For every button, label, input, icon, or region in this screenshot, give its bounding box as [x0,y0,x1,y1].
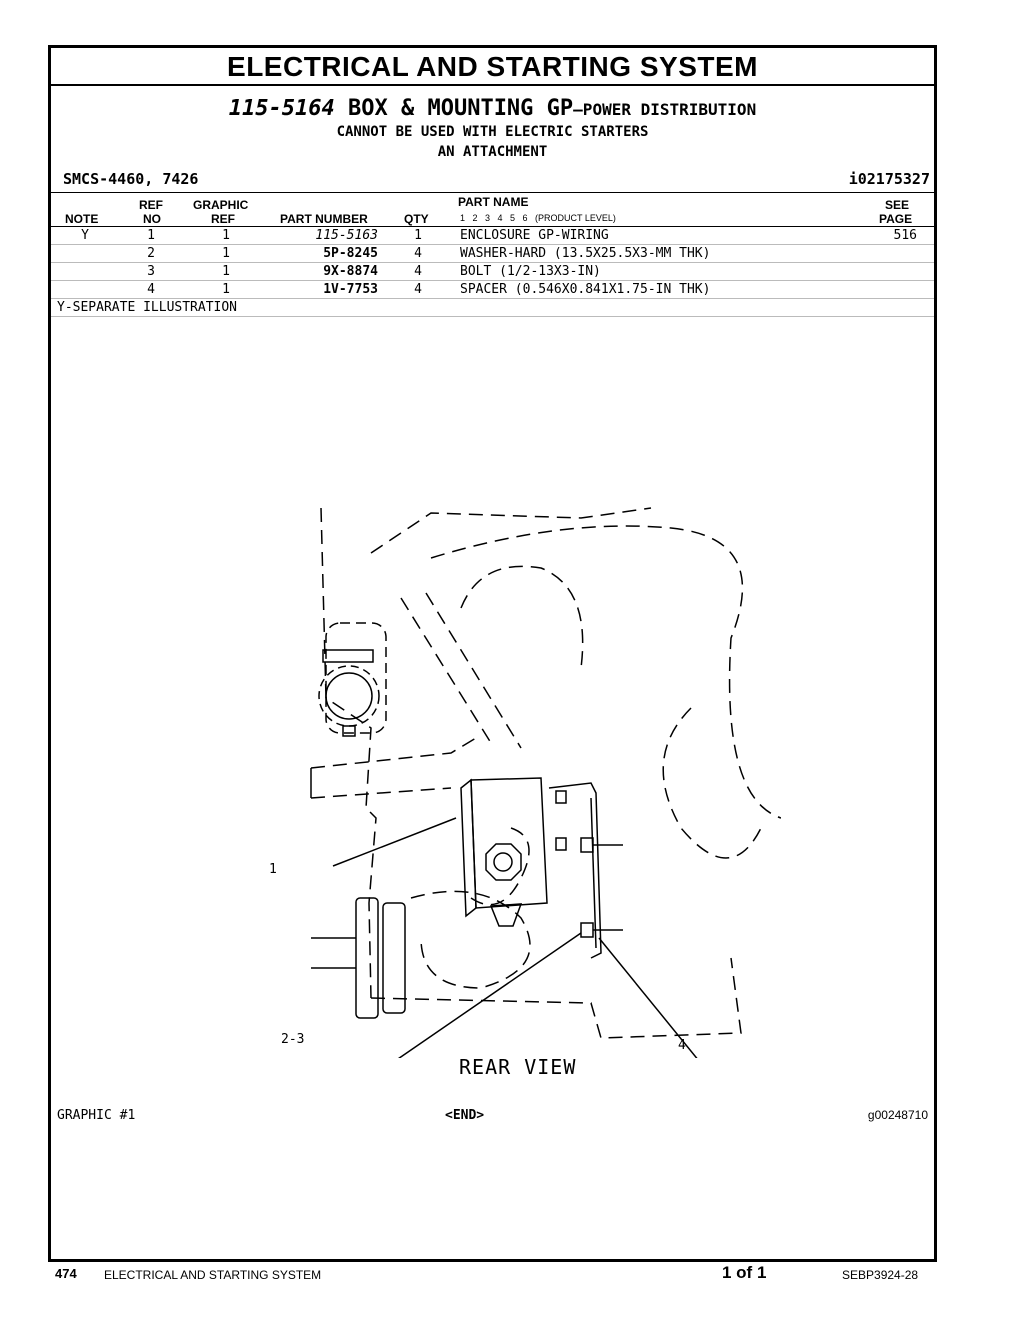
header-top-rule [51,192,934,193]
row-graphic-ref: 1 [222,246,230,261]
col-qty: QTY [404,212,429,226]
row-ref: 1 [147,228,155,243]
row-qty: 4 [414,282,422,297]
row-ref: 4 [147,282,155,297]
section-title: ELECTRICAL AND STARTING SYSTEM [51,48,934,86]
row-divider [51,262,934,263]
pulley [311,898,405,1018]
col-graphic-top: GRAPHIC [193,198,249,212]
row-graphic-ref: 1 [222,282,230,297]
col-see-top: SEE [885,198,910,212]
row-part-name: WASHER-HARD (13.5X25.5X3-MM THK) [460,246,711,261]
row-ref: 3 [147,264,155,279]
group-heading [51,96,934,121]
row-part-number[interactable]: 5P-8245 [323,246,378,261]
row-divider [51,280,934,281]
page-of: 1 of 1 [722,1263,767,1282]
row-part-name: SPACER (0.546X0.841X1.75-IN THK) [460,282,711,297]
col-part-number: PART NUMBER [280,212,368,226]
view-label: REAR VIEW [459,1055,577,1079]
legend-note: Y-SEPARATE ILLUSTRATION [57,300,238,315]
book-id: SEBP3924-28 [842,1268,919,1282]
row-qty: 4 [414,264,422,279]
callout-1: 1 [269,862,277,877]
row-divider [51,298,934,299]
col-graphic-bottom: REF [211,212,235,226]
row-part-number[interactable]: 1V-7753 [323,282,378,297]
parts-illustration [251,498,781,1058]
callout-2-3: 2-3 [281,1032,305,1047]
engine-outline [311,508,781,1038]
row-see-page[interactable]: 516 [893,228,917,243]
page-frame [48,45,937,1262]
row-graphic-ref: 1 [222,228,230,243]
callout-4: 4 [678,1038,686,1053]
row-ref: 2 [147,246,155,261]
mounting-bracket [549,783,623,958]
group-name: BOX & MOUNTING GP [334,96,574,121]
row-note: Y [81,228,89,243]
smcs-code: SMCS-4460, 7426 [63,170,199,188]
group-subtitle: —POWER DISTRIBUTION [573,100,757,119]
document-id: i02175327 [848,170,930,188]
row-graphic-ref: 1 [222,264,230,279]
heading-note-1: CANNOT BE USED WITH ELECTRIC STARTERS [336,124,649,140]
row-part-name: ENCLOSURE GP-WIRING [460,228,609,243]
graphic-id: g00248710 [867,1108,928,1122]
footer-section: ELECTRICAL AND STARTING SYSTEM [104,1268,322,1282]
col-see-bottom: PAGE [879,212,913,226]
end-marker: <END> [445,1108,485,1123]
clamp-ring [319,623,386,736]
header-bottom-rule [51,226,934,227]
heading-note-2: AN ATTACHMENT [437,144,548,160]
graphic-label: GRAPHIC #1 [57,1108,136,1123]
row-part-name: BOLT (1/2-13X3-IN) [460,264,601,279]
row-qty: 1 [414,228,422,243]
page-number: 474 [55,1266,77,1281]
col-product-levels: 1 2 3 4 5 6 (PRODUCT LEVEL) [460,213,616,223]
col-ref-top: REF [139,198,163,212]
row-part-number[interactable]: 115-5163 [315,228,378,243]
row-part-number[interactable]: 9X-8874 [323,264,378,279]
col-ref-bottom: NO [143,212,161,226]
col-note: NOTE [65,212,99,226]
group-part-number: 115-5164 [228,96,335,121]
legend-divider [51,316,934,317]
row-divider [51,244,934,245]
leader-lines [333,818,721,1058]
col-part-name: PART NAME [458,195,529,209]
row-qty: 4 [414,246,422,261]
